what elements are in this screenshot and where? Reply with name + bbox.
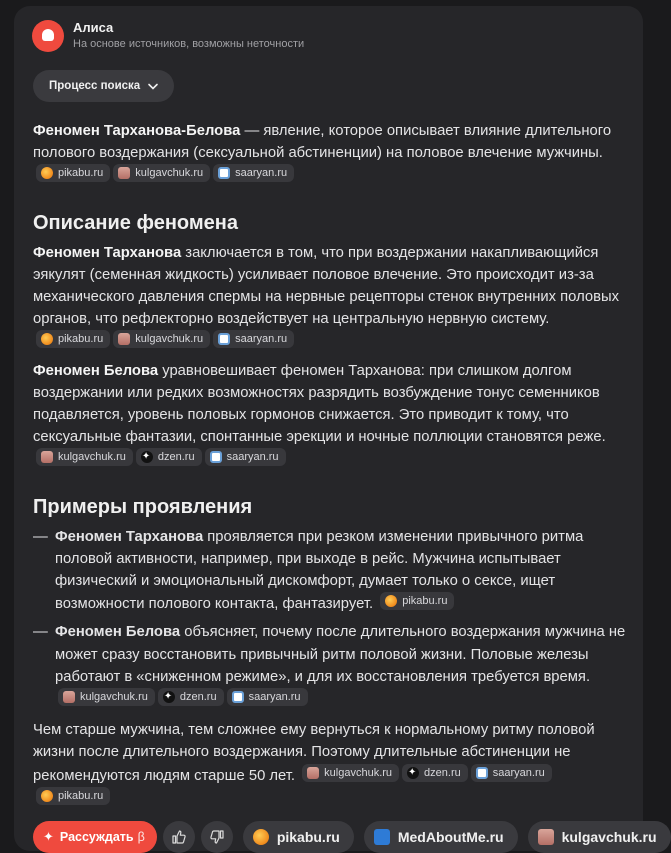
examples-list xyxy=(33,526,627,712)
kulgavchuk-favicon-icon xyxy=(118,333,130,345)
dzen-favicon-icon xyxy=(163,691,175,703)
term-belov: Феномен Белова xyxy=(55,624,181,641)
source-link-saaryan[interactable]: saaryan.ru xyxy=(471,764,552,782)
saaryan-favicon-icon xyxy=(476,767,488,779)
pikabu-favicon-icon xyxy=(41,167,53,179)
answer-header xyxy=(32,20,304,52)
source-chip-kulgavchuk[interactable]: kulgavchuk.ru xyxy=(528,821,671,853)
source-link-kulgavchuk[interactable]: kulgavchuk.ru xyxy=(113,330,210,348)
intro-term: Феномен Тарханова-Белова xyxy=(33,123,241,139)
like-button[interactable] xyxy=(163,821,195,853)
source-link-kulgavchuk[interactable]: kulgavchuk.ru xyxy=(58,688,155,706)
reason-label: Рассуждать xyxy=(59,830,134,844)
term-tarkhanov: Феномен Тарханова xyxy=(55,528,204,545)
term-tarkhanov: Феномен Тарханова xyxy=(33,244,182,261)
kulgavchuk-favicon-icon xyxy=(41,451,53,463)
kulgavchuk-favicon-icon xyxy=(63,691,75,703)
text-tarkhanov: заключается в том, что при воздержании накапливающийся эякулят (семенная жидкость) усиливает половое влечение. Это происходит из-за механического давления спермы на нервные рецепторы стенок внутренних половых органов, что рефлекторно воздействует на центральную нервную систему. xyxy=(33,244,620,328)
section-heading-description: Описание феномена xyxy=(33,211,238,234)
paragraph-tarkhanov xyxy=(33,242,627,354)
pikabu-favicon-icon xyxy=(253,829,269,845)
source-link-dzen[interactable]: ✦ dzen.ru xyxy=(136,448,202,466)
source-link-pikabu[interactable]: pikabu.ru xyxy=(36,330,110,348)
pikabu-favicon-icon xyxy=(41,790,53,802)
assistant-name: Алиса xyxy=(73,20,114,35)
saaryan-favicon-icon xyxy=(232,691,244,703)
source-link-kulgavchuk[interactable]: kulgavchuk.ru xyxy=(302,764,399,782)
outro-paragraph: Чем старше мужчина, тем сложнее ему вернуться к нормальному ритму половой жизни после длительного воздержания. Поэтому длительные абстиненции не рекомендуются людям старше 50 лет. kulgavchuk.ru ✦ dzen.ru saaryan.ru pikabu.ru xyxy=(33,719,627,810)
beta-badge: β xyxy=(137,830,145,844)
search-process-label: Процесс поиска xyxy=(49,80,141,92)
thumbs-up-icon xyxy=(171,829,187,845)
intro-paragraph xyxy=(33,120,627,188)
source-chip-pikabu[interactable]: pikabu.ru xyxy=(243,821,354,853)
saaryan-favicon-icon xyxy=(218,167,230,179)
list-item: — Феномен Белова объясняет, почему после длительного воздержания мужчина не может сразу восстановить привычный ритм половой жизни. Половые железы работают в «сниженном режиме», и для их восстановления требуется время. kulgavchuk.ru ✦ dzen.ru saaryan.ru xyxy=(33,621,627,711)
term-belov: Феномен Белова xyxy=(33,362,159,379)
kulgavchuk-favicon-icon xyxy=(118,167,130,179)
pikabu-favicon-icon xyxy=(41,333,53,345)
answer-card xyxy=(14,6,657,851)
source-link-pikabu[interactable]: pikabu.ru xyxy=(36,164,110,182)
intro-text: — явление, которое описывает влияние длительного полового воздержания (сексуальной абстиненции) на половое влечение мужчины. xyxy=(33,123,612,162)
alice-logo-icon xyxy=(32,20,64,52)
kulgavchuk-favicon-icon xyxy=(538,829,554,845)
dislike-button[interactable] xyxy=(201,821,233,853)
thumbs-down-icon xyxy=(209,829,225,845)
kulgavchuk-favicon-icon xyxy=(307,767,319,779)
reason-button[interactable] xyxy=(33,821,157,853)
medaboutme-favicon-icon xyxy=(374,829,390,845)
text-belov: уравновешивает феномен Тарханова: при слишком долгом воздержании или редких возможностях разрядить возбуждение тонус семенников подавляется, уровень половых гормонов снижается. Это приводит к тому, что сексуальные фантазии, спонтанные эрекции и ночные поллюции становятся реже. xyxy=(33,362,606,446)
pikabu-favicon-icon xyxy=(385,595,397,607)
source-link-kulgavchuk[interactable]: kulgavchuk.ru xyxy=(113,164,210,182)
source-link-saaryan[interactable]: saaryan.ru xyxy=(213,164,294,182)
search-process-button[interactable] xyxy=(33,70,174,102)
paragraph-belov xyxy=(33,360,627,472)
saaryan-favicon-icon xyxy=(218,333,230,345)
dzen-favicon-icon xyxy=(141,451,153,463)
source-chip-medaboutme[interactable]: MedAboutMe.ru xyxy=(364,821,518,853)
section-heading-examples: Примеры проявления xyxy=(33,495,253,518)
source-link-saaryan[interactable]: saaryan.ru xyxy=(205,448,286,466)
source-link-pikabu[interactable]: pikabu.ru xyxy=(380,592,454,610)
sparkle-icon: ✦ xyxy=(43,829,54,844)
source-link-saaryan[interactable]: saaryan.ru xyxy=(227,688,308,706)
disclaimer: На основе источников, возможны неточности xyxy=(73,38,305,50)
answer-actions xyxy=(33,821,671,853)
source-link-dzen[interactable]: ✦ dzen.ru xyxy=(158,688,224,706)
list-item: — Феномен Тарханова проявляется при резком изменении привычного ритма половой активности, например, при выходе в рейс. Мужчина испытывает физический и эмоциональный дискомфорт, думает только о сексе, ищет возможности полового контакта, фантазирует. pikabu.ru xyxy=(33,526,627,616)
source-link-saaryan[interactable]: saaryan.ru xyxy=(213,330,294,348)
chevron-down-icon xyxy=(148,83,158,90)
saaryan-favicon-icon xyxy=(210,451,222,463)
source-link-kulgavchuk[interactable]: kulgavchuk.ru xyxy=(36,448,133,466)
source-link-dzen[interactable]: ✦ dzen.ru xyxy=(402,764,468,782)
answer-content xyxy=(33,120,627,816)
source-link-pikabu[interactable]: pikabu.ru xyxy=(36,787,110,805)
dzen-favicon-icon xyxy=(407,767,419,779)
